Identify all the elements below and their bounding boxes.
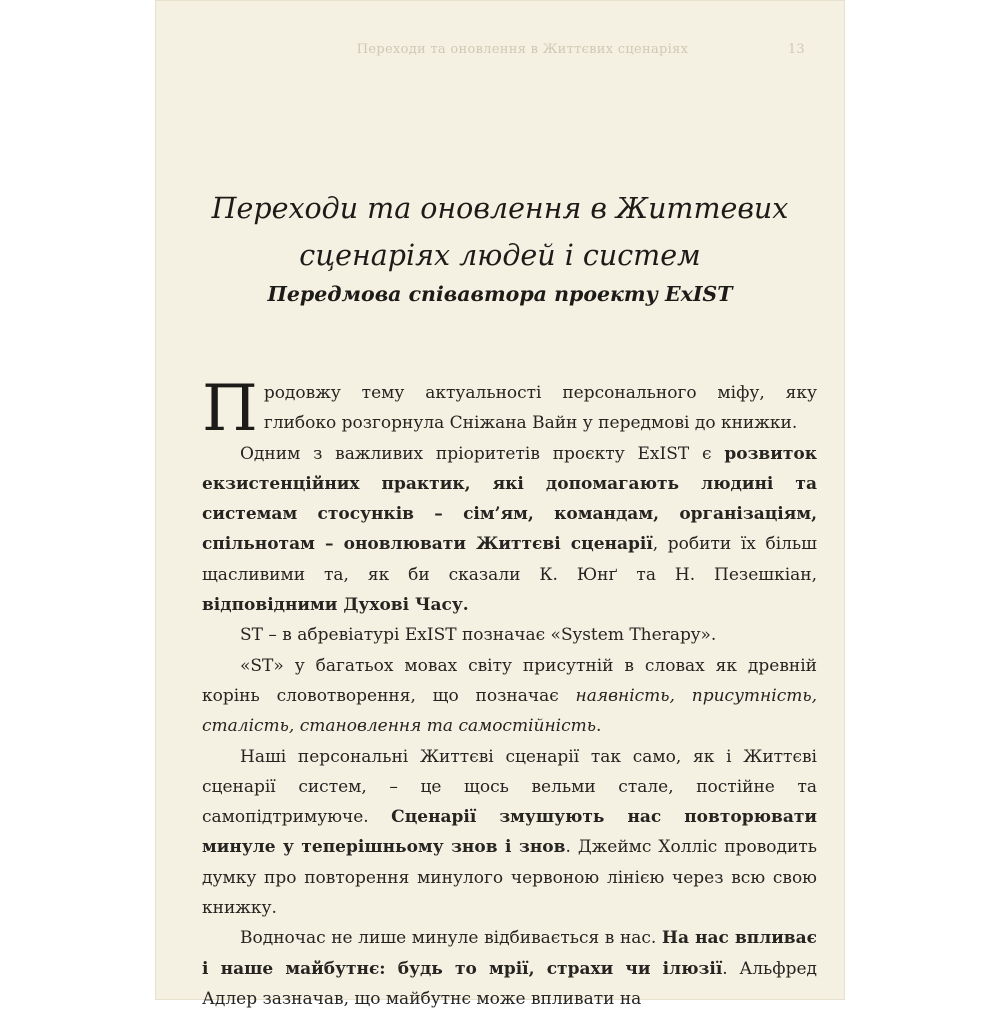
paragraph-4-text-b: . [596, 716, 602, 737]
paragraph-3 [202, 620, 817, 650]
paragraph-4-italic: наявність, присутність, сталість, становлення та самостійність [202, 685, 817, 737]
drop-cap: П [202, 372, 258, 446]
paragraph-2-text-b: , робити їх більш щасливими та, як би сказали К. Юнґ та Н. Пезешкіан, [202, 534, 817, 585]
paragraph-6-text-b: . Альфред Адлер зазначав, що майбутнє може впливати на [202, 958, 817, 1009]
book-page [155, 0, 845, 1009]
running-header [240, 42, 805, 57]
chapter-title [175, 185, 825, 279]
paragraph-2-bold-b: відповідними Духові Часу. [202, 595, 469, 616]
running-title: Переходи та оновлення в Життєвих сценаріях [356, 42, 689, 57]
chapter-title-line-2: сценаріях людей і систем [299, 239, 701, 272]
paragraph-1 [202, 372, 817, 446]
paragraph-6 [202, 923, 817, 1014]
body-text [202, 372, 817, 1014]
paragraph-5-text-b: . Джеймс Холліс проводить думку про повторення минулого червоною лінією через всю свою книжку. [202, 837, 817, 919]
paragraph-1-text: родовжу тему актуальності персонального міфу, яку глибоко розгорнула Сніжана Вайн у передмові до книжки. [263, 383, 817, 434]
page-number: 13 [787, 42, 805, 57]
paragraph-3-text: ST – в абревіатурі ExIST позначає «System Therapy». [240, 625, 717, 646]
paragraph-2 [202, 439, 817, 621]
paragraph-4 [202, 651, 817, 742]
chapter-title-line-1: Переходи та оновлення в Життевих [211, 192, 789, 225]
paragraph-5-text-a: Наші персональні Життєві сценарії так само, як і Життєві сценарії систем, – це щось вельми стале, постійне та самопідтримуюче. [202, 746, 817, 828]
paragraph-6-bold: На нас впливає і наше майбутнє: будь то мрії, страхи чи ілюзії [202, 928, 817, 979]
paragraph-2-text-a: Одним з важливих пріоритетів проєкту ExIST є [240, 443, 725, 464]
chapter-subtitle: Передмова співавтора проекту ExIST [267, 282, 733, 306]
paragraph-4-text-a: «ST» у багатьох мовах світу присутній в словах як древній корінь словотворення, що позначає [202, 655, 817, 706]
paragraph-2-bold-a: розвиток екзистенційних практик, які допомагають людині та системам стосунків – сім’ям, командам, організаціям, спільнотам – оновлювати Життєві сценарії [202, 443, 817, 555]
paragraph-5-bold: Сценарії змушують нас повторювати минуле у теперішньому знов і знов [202, 807, 817, 858]
paragraph-6-text-a: Водночас не лише минуле відбивається в нас. [240, 928, 662, 949]
paragraph-5 [202, 742, 817, 924]
